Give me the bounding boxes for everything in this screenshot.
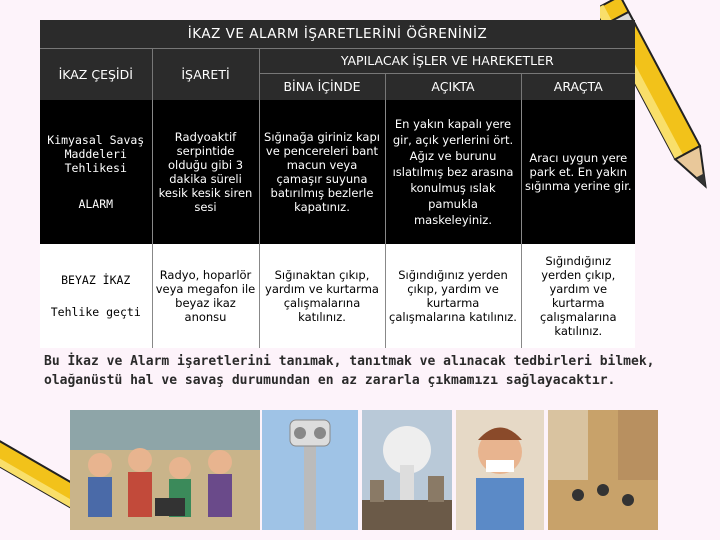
caption-text: Bu İkaz ve Alarm işaretlerini tanımak, tanıtmak ve alınacak tedbirleri bilmek, olağanüstü hal ve savaş durumundan en az zararla çıkmamızı sağlayacaktır. xyxy=(44,354,655,388)
white-outside-cell: Sığındığınız yerden çıkıp, yardım ve kurtarma çalışmalarına katılınız. xyxy=(385,244,521,348)
street-scene-illustration xyxy=(548,410,658,530)
alarm-outside-cell: En yakın kapalı yere gir, açık yerlerini ört. Ağız ve burunu ıslatılmış bez arasına konulmuş ıslak pamukla maskeleyiniz. xyxy=(385,100,521,244)
explosion-city-illustration xyxy=(362,410,452,530)
white-type-sub: Tehlike geçti xyxy=(50,305,141,319)
white-sign-cell: Radyo, hoparlör veya megafon ile beyaz ikaz anonsu xyxy=(152,244,259,348)
white-type-cell xyxy=(40,244,152,348)
family-radio-illustration xyxy=(70,410,260,530)
table-row xyxy=(40,244,635,348)
alarm-vehicle-cell: Aracı uygun yere park et. En yakın sığınma yerine gir. xyxy=(521,100,635,244)
alarm-inside-cell: Sığınağa giriniz kapı ve pencereleri bant macun veya çamaşır suyuna batırılmış bezlerle kapatınız. xyxy=(259,100,385,244)
alarm-type-main: Kimyasal Savaş Maddeleri Tehlikesi xyxy=(47,133,145,175)
table-row xyxy=(40,100,635,244)
header-inside: BİNA İÇİNDE xyxy=(259,74,385,101)
warning-signals-table xyxy=(40,20,635,348)
header-outside: AÇIKTA xyxy=(385,74,521,101)
header-type: İKAZ ÇEŞİDİ xyxy=(40,49,152,101)
alarm-type-cell xyxy=(40,100,152,244)
alarm-sign-cell: Radyoaktif serpintide olduğu gibi 3 dakika süreli kesik kesik siren sesi xyxy=(152,100,259,244)
table-title: İKAZ VE ALARM İŞARETLERİNİ ÖĞRENİNİZ xyxy=(40,20,635,49)
siren-tower-illustration xyxy=(262,410,358,530)
white-inside-cell: Sığınaktan çıkıp, yardım ve kurtarma çalışmalarına katılınız. xyxy=(259,244,385,348)
header-actions: YAPILACAK İŞLER VE HAREKETLER xyxy=(259,49,635,74)
person-coughing-illustration xyxy=(456,410,544,530)
header-vehicle: ARAÇTA xyxy=(521,74,635,101)
alarm-type-sub: ALARM xyxy=(78,197,114,211)
white-type-main: BEYAZ İKAZ xyxy=(61,273,131,287)
white-vehicle-cell: Sığındığınız yerden çıkıp, yardım ve kurtarma çalışmalarına katılınız. xyxy=(521,244,635,348)
header-sign: İŞARETİ xyxy=(152,49,259,101)
